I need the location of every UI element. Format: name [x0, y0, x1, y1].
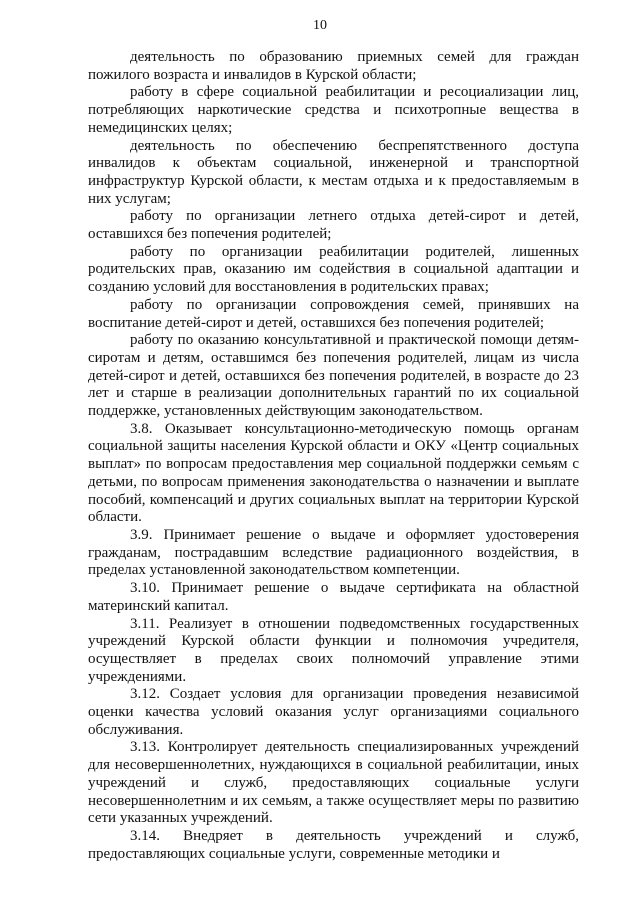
paragraph-adoptive-families-elderly: деятельность по образованию приемных семей для граждан пожилого возраста и инвалидов в Курской области; — [88, 49, 579, 83]
page-number: 10 — [313, 18, 327, 33]
paragraph-item-3-11: 3.11. Реализует в отношении подведомственных государственных учреждений Курской области функции и полномочия учредителя, осуществляет в пределах своих полномочий управление этими учреждениями. — [88, 615, 579, 685]
paragraph-item-3-8: 3.8. Оказывает консультационно-методическую помощь органам социальной защиты населения Курской области и ОКУ «Центр социальных выплат» по вопросам предоставления мер социальной поддержки семьям с детьми, по вопросам применения законодательства о назначении и выплате пособий, компенсаций и других социальных выплат на территории Курской области. — [88, 420, 579, 526]
paragraph-item-3-13: 3.13. Контролирует деятельность специализированных учреждений для несовершеннолетних, нуждающихся в социальной реабилитации, иных учреждений и служб, предоставляющих социальные услуги несовершеннолетним и их семьям, а также осуществляет меры по развитию сети указанных учреждений. — [88, 739, 579, 827]
paragraph-accessibility-disabled: деятельность по обеспечению беспрепятственного доступа инвалидов к объектам социальной, инженерной и транспортной инфраструктур Курской области, к местам отдыха и к предоставляемым в них услугам; — [88, 137, 579, 207]
paragraph-foster-family-support: работу по организации сопровождения семей, принявших на воспитание детей-сирот и детей, оставшихся без попечения родителей; — [88, 296, 579, 331]
paragraph-item-3-9: 3.9. Принимает решение о выдаче и оформляет удостоверения гражданам, пострадавшим вследствие радиационного воздействия, в пределах установленной законодательством компетенции. — [88, 526, 579, 579]
paragraph-orphans-consulting: работу по оказанию консультативной и практической помощи детям-сиротам и детям, оставшимся без попечения родителей, лицам из числа детей-сирот и детей, оставшихся без попечения родителей, в возрасте до 23 лет и старше в реализации дополнительных гарантий по их социальной поддержке, установленных действующим законодательством. — [88, 332, 579, 420]
paragraph-item-3-10: 3.10. Принимает решение о выдаче сертификата на областной материнский капитал. — [88, 580, 579, 614]
paragraph-item-3-12: 3.12. Создает условия для организации проведения независимой оценки качества условий оказания услуг организациями социального обслуживания. — [88, 686, 579, 738]
paragraph-parents-rehabilitation: работу по организации реабилитации родителей, лишенных родительских прав, оказанию им содействия в социальной адаптации и созданию условий для восстановления в родительских правах; — [88, 243, 579, 296]
paragraph-rehabilitation-drug-users: работу в сфере социальной реабилитации и ресоциализации лиц, потребляющих наркотические средства и психотропные вещества в немедицинских целях; — [88, 84, 579, 136]
document-body — [88, 49, 579, 863]
paragraph-summer-rest-orphans: работу по организации летнего отдыха детей-сирот и детей, оставшихся без попечения родителей; — [88, 208, 579, 243]
paragraph-item-3-14: 3.14. Внедряет в деятельность учреждений и служб, предоставляющих социальные услуги, современные методики и — [88, 827, 579, 862]
